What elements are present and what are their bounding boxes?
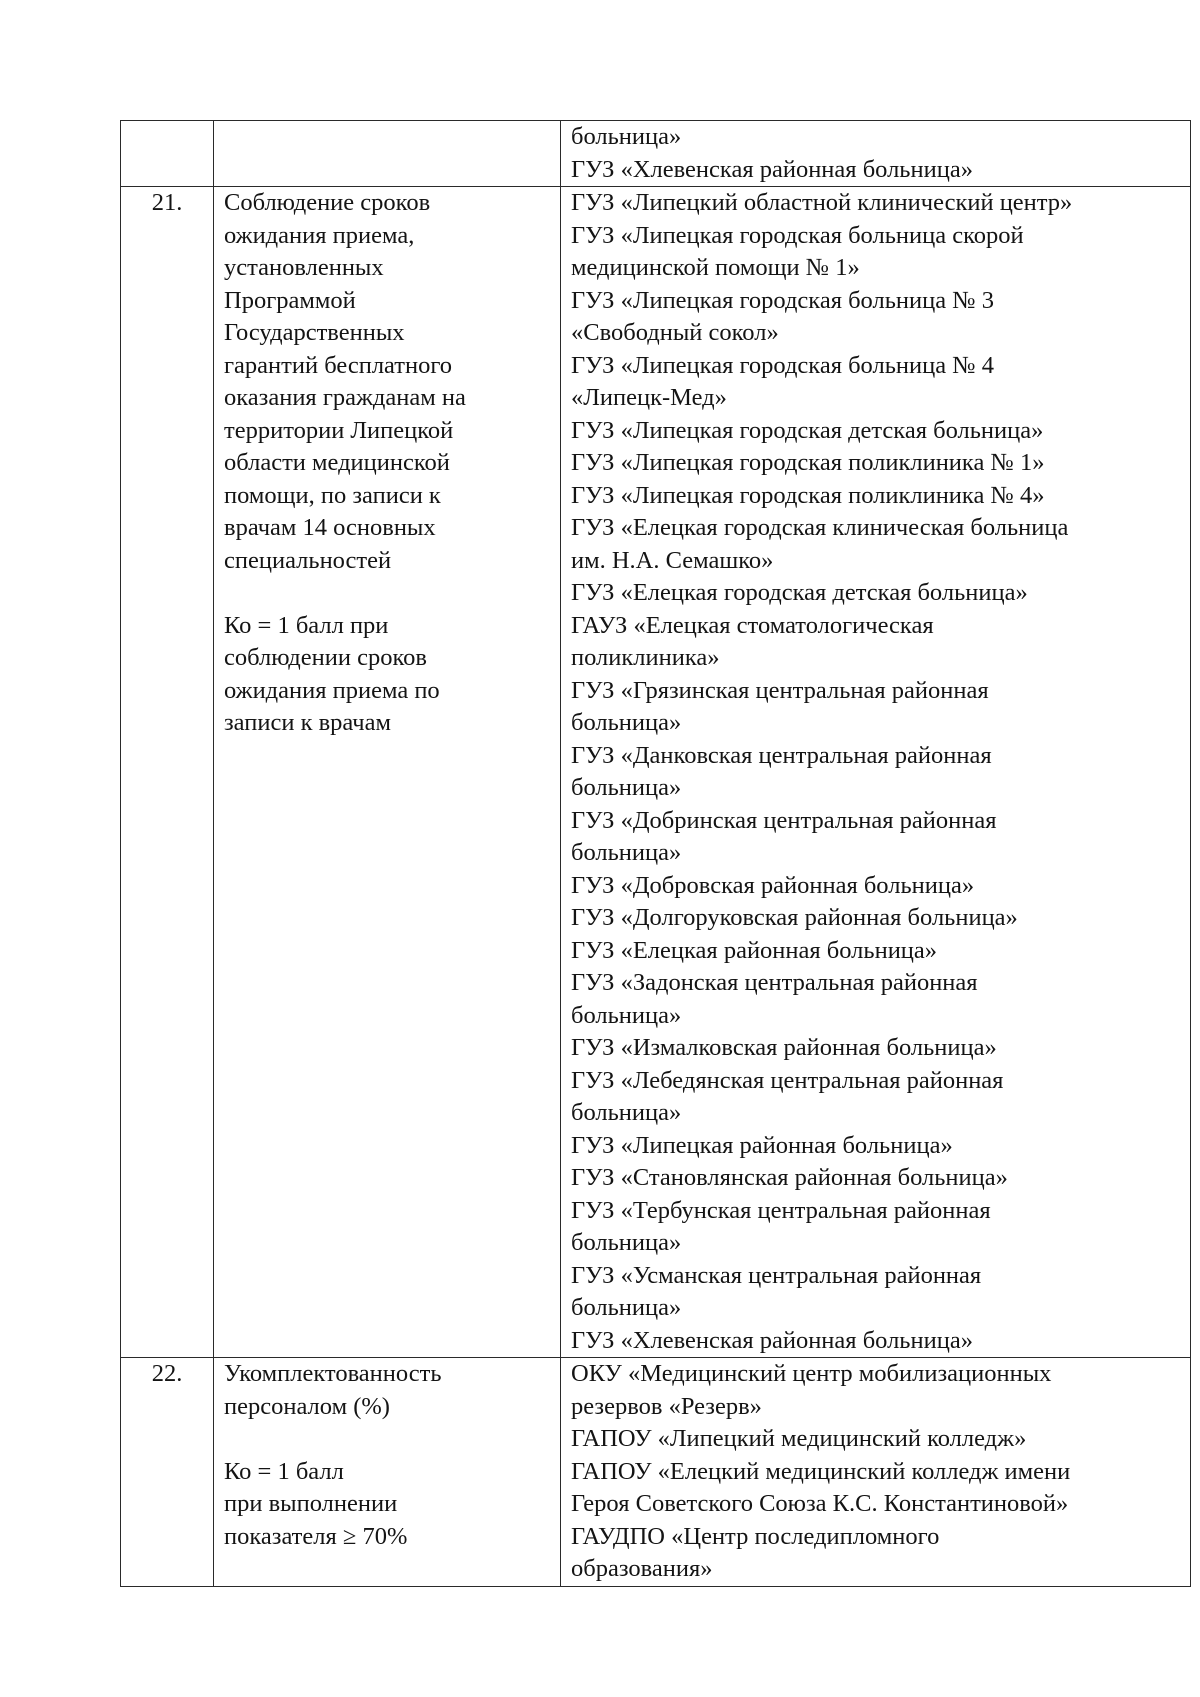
criterion-line: области медицинской xyxy=(224,449,450,476)
organization-line: ГУЗ «Елецкая городская клиническая больница xyxy=(571,514,1069,541)
criterion-line: установленных xyxy=(224,254,384,281)
row-number-cell xyxy=(121,1358,214,1587)
table-row xyxy=(121,1358,1191,1587)
organization-line: больница» xyxy=(571,1294,682,1321)
organization-line: ГУЗ «Елецкая районная больница» xyxy=(571,936,938,964)
row-number: 21. xyxy=(151,189,183,216)
organization-line: больница» xyxy=(571,709,682,736)
organization-line: ГУЗ «Становлянская районная больница» xyxy=(571,1164,1008,1191)
paragraph-gap xyxy=(224,577,554,610)
organization-line: ГУЗ «Добровская районная больница» xyxy=(571,871,975,899)
criterion-line: специальностей xyxy=(224,546,392,574)
organization-line: ГУЗ «Хлевенская районная больница» xyxy=(571,155,973,183)
organization-line: поликлиника» xyxy=(571,644,720,671)
organization-line: ГУЗ «Задонская центральная районная xyxy=(571,969,978,996)
criterion-line: ожидания приема, xyxy=(224,221,415,249)
criterion-line: помощи, по записи к xyxy=(224,481,441,509)
organization-line: им. Н.А. Семашко» xyxy=(571,546,774,574)
score-line: записи к врачам xyxy=(224,709,392,736)
organizations-cell xyxy=(561,121,1191,187)
row-number-cell xyxy=(121,121,214,187)
row-number: 22. xyxy=(151,1360,183,1387)
organization-line: образования» xyxy=(571,1555,713,1582)
row-number-cell xyxy=(121,187,214,1358)
table-row xyxy=(121,187,1191,1358)
organization-line: резервов «Резерв» xyxy=(571,1392,762,1420)
organization-line: больница» xyxy=(571,774,682,801)
organization-line: ГАПОУ «Липецкий медицинский колледж» xyxy=(571,1425,1027,1452)
organization-line: больница» xyxy=(571,1001,682,1029)
score-line: Ко = 1 балл xyxy=(224,1457,344,1485)
criterion-cell xyxy=(214,121,561,187)
criterion-line: территории Липецкой xyxy=(224,416,454,444)
table-body xyxy=(121,121,1191,1587)
organization-line: больница» xyxy=(571,123,682,150)
organization-line: ГУЗ «Измалковская районная больница» xyxy=(571,1034,997,1061)
organization-line: ГУЗ «Липецкий областной клинический центр» xyxy=(571,189,1073,216)
organization-line: ГУЗ «Липецкая городская поликлиника № 4» xyxy=(571,481,1045,509)
organization-line: «Свободный сокол» xyxy=(571,319,779,346)
organization-line: ГУЗ «Липецкая городская больница № 4 xyxy=(571,351,994,379)
organization-line: ОКУ «Медицинский центр мобилизационных xyxy=(571,1360,1052,1387)
criterion-line: оказания гражданам на xyxy=(224,384,466,411)
score-line: при выполнении xyxy=(224,1490,398,1517)
organization-line: больница» xyxy=(571,1229,682,1256)
score-line: соблюдении сроков xyxy=(224,644,427,671)
paragraph-gap xyxy=(224,1423,554,1456)
score-line: показателя ≥ 70% xyxy=(224,1522,408,1550)
organization-line: ГУЗ «Липецкая городская поликлиника № 1» xyxy=(571,449,1045,476)
score-line: Ко = 1 балл при xyxy=(224,611,389,639)
organization-line: медицинской помощи № 1» xyxy=(571,254,860,281)
organization-line: ГУЗ «Липецкая городская больница скорой xyxy=(571,221,1024,249)
organization-line: больница» xyxy=(571,1099,682,1126)
organization-line: ГАУЗ «Елецкая стоматологическая xyxy=(571,611,934,639)
criterion-line: персоналом (%) xyxy=(224,1392,390,1420)
organization-line: ГУЗ «Данковская центральная районная xyxy=(571,741,992,769)
organizations-cell xyxy=(561,187,1191,1358)
organization-line: ГУЗ «Грязинская центральная районная xyxy=(571,676,989,704)
criterion-cell xyxy=(214,1358,561,1587)
organization-line: ГУЗ «Липецкая городская больница № 3 xyxy=(571,286,994,314)
organization-line: «Липецк-Мед» xyxy=(571,384,727,411)
organization-line: ГУЗ «Усманская центральная районная xyxy=(571,1261,982,1289)
organization-line: ГУЗ «Липецкая районная больница» xyxy=(571,1131,953,1159)
organization-line: Героя Советского Союза К.С. Константиновой» xyxy=(571,1490,1069,1517)
criterion-line: Программой xyxy=(224,286,356,314)
criterion-line: Укомплектованность xyxy=(224,1360,442,1387)
organization-line: ГУЗ «Долгоруковская районная больница» xyxy=(571,904,1018,931)
organization-line: ГАПОУ «Елецкий медицинский колледж имени xyxy=(571,1457,1071,1485)
criterion-cell xyxy=(214,187,561,1358)
criterion-line: врачам 14 основных xyxy=(224,514,436,541)
organization-line: ГУЗ «Елецкая городская детская больница» xyxy=(571,579,1028,606)
organization-line: ГУЗ «Лебедянская центральная районная xyxy=(571,1066,1004,1094)
criterion-line: гарантий бесплатного xyxy=(224,351,453,379)
organization-line: ГУЗ «Тербунская центральная районная xyxy=(571,1196,991,1224)
criteria-table xyxy=(120,120,1191,1587)
organization-line: ГУЗ «Липецкая городская детская больница» xyxy=(571,416,1044,444)
criterion-line: Государственных xyxy=(224,319,405,346)
organization-line: ГУЗ «Хлевенская районная больница» xyxy=(571,1326,973,1354)
organizations-cell xyxy=(561,1358,1191,1587)
score-line: ожидания приема по xyxy=(224,676,440,704)
organization-line: ГАУДПО «Центр последипломного xyxy=(571,1522,940,1550)
organization-line: больница» xyxy=(571,839,682,866)
criterion-line: Соблюдение сроков xyxy=(224,189,431,216)
organization-line: ГУЗ «Добринская центральная районная xyxy=(571,806,997,834)
table-row xyxy=(121,121,1191,187)
